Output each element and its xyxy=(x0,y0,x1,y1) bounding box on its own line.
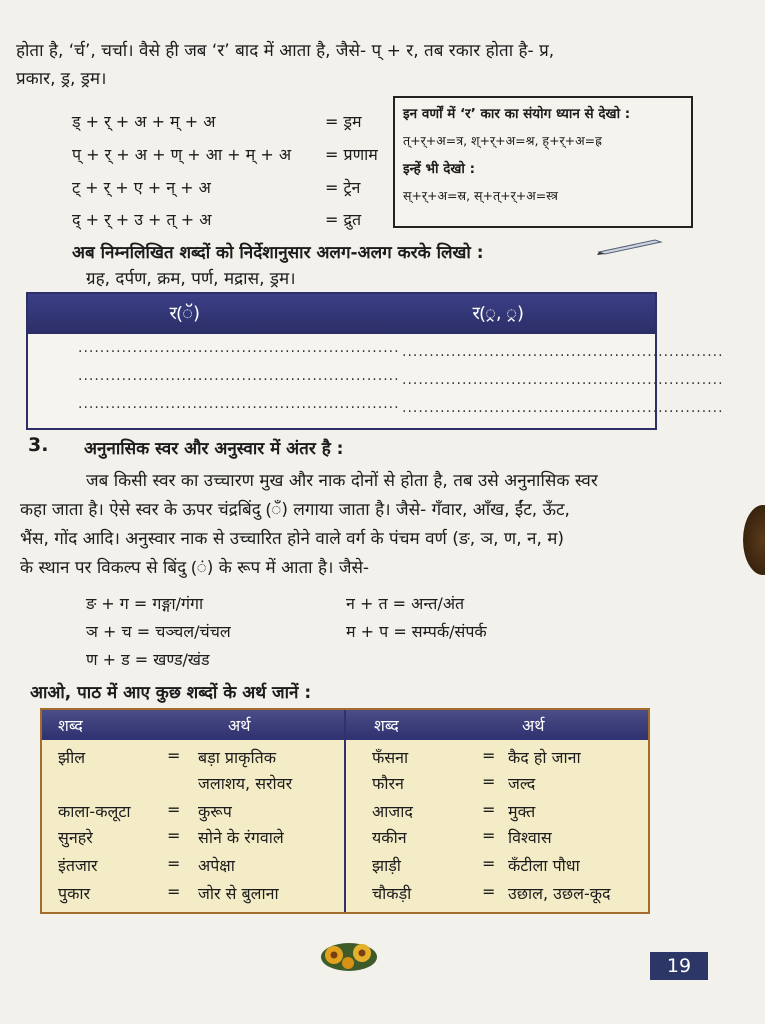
glossary-divider xyxy=(344,710,346,912)
glossary-meaning: कुरूप xyxy=(198,802,232,821)
glossary-meaning: जल्द xyxy=(508,774,536,793)
glossary-meaning: मुक्त xyxy=(508,802,536,821)
equation-result: = द्रुत xyxy=(325,210,362,229)
glossary-eq: = xyxy=(482,800,496,819)
glossary-word: फँसना xyxy=(372,748,409,767)
glossary-eq: = xyxy=(482,746,496,765)
glossary-meaning: जलाशय, सरोवर xyxy=(198,774,293,793)
glossary-meaning: कँटीला पौधा xyxy=(508,856,580,875)
section-paragraph-line: के स्थान पर विकल्प से बिंदु (ं) के रूप में आता है। जैसे- xyxy=(20,558,370,578)
glossary-heading: आओ, पाठ में आए कुछ शब्दों के अर्थ जानें : xyxy=(30,683,312,703)
example-item: म + प = सम्पर्क/संपर्क xyxy=(346,622,487,641)
glossary-eq: = xyxy=(167,882,181,901)
answer-blank[interactable]: ........................................................... xyxy=(402,400,724,416)
pen-icon xyxy=(597,236,663,256)
tip-subtitle: इन्हें भी देखो : xyxy=(403,161,476,177)
glossary-eq: = xyxy=(482,854,496,873)
section-paragraph-line: भैंस, गोंद आदि। अनुस्वार नाक से उच्चारित होने वाले वर्ग के पंचम वर्ण (ङ, ञ, ण, न, म) xyxy=(20,529,565,549)
glossary-eq: = xyxy=(167,854,181,873)
equation-result: = प्रणाम xyxy=(325,145,378,164)
exercise-instruction: अब निम्नलिखित शब्दों को निर्देशानुसार अलग-अलग करके लिखो : xyxy=(72,243,484,263)
flower-icon xyxy=(318,935,380,975)
glossary-eq: = xyxy=(167,826,181,845)
equation-expr: प् + र् + अ + ण् + आ + म् + अ xyxy=(72,145,292,164)
answer-table xyxy=(26,292,724,430)
glossary-table xyxy=(40,708,650,914)
tip-title: इन वर्णों में ‘र’ कार का संयोग ध्यान से देखो : xyxy=(403,106,631,122)
tip-formula-1: त्+र्+अ=त्र, श्+र्+अ=श्र, ह्+र्+अ=ह्र xyxy=(403,133,602,148)
equation-expr: ट् + र् + ए + न् + अ xyxy=(72,178,211,197)
equation-expr: ड् + र् + अ + म् + अ xyxy=(72,112,216,131)
intro-line-2: प्रकार, ड्र, ड्रम। xyxy=(16,69,107,89)
glossary-word: यकीन xyxy=(372,828,407,847)
answer-blank[interactable]: ........................................................... xyxy=(402,344,724,360)
glossary-head-meaning: अर्थ xyxy=(228,716,251,735)
tip-box xyxy=(393,96,693,228)
glossary-word: काला-कलूटा xyxy=(58,802,131,821)
answer-blank[interactable]: ........................................................... xyxy=(78,396,400,412)
tip-formula-2: स्+र्+अ=स्र, स्+त्+र्+अ=स्त्र xyxy=(403,188,558,203)
glossary-head-meaning: अर्थ xyxy=(522,716,545,735)
glossary-eq: = xyxy=(482,826,496,845)
glossary-meaning: अपेक्षा xyxy=(198,856,235,875)
example-item: न + त = अन्त/अंत xyxy=(346,594,465,613)
answer-blank[interactable]: ........................................................... xyxy=(402,372,724,388)
glossary-word: इंतजार xyxy=(58,856,98,875)
example-item: ञ + च = चञ्चल/चंचल xyxy=(86,622,231,641)
answer-blank[interactable]: ........................................................... xyxy=(78,340,400,356)
glossary-eq: = xyxy=(482,882,496,901)
page-number: 19 xyxy=(650,952,708,980)
example-item: ङ + ग = गङ्गा/गंगा xyxy=(86,594,204,613)
glossary-meaning: बड़ा प्राकृतिक xyxy=(198,748,277,767)
glossary-eq: = xyxy=(482,772,496,791)
glossary-meaning: विश्वास xyxy=(508,828,552,847)
section-paragraph-line: कहा जाता है। ऐसे स्वर के ऊपर चंद्रबिंदु (ँ) लगाया जाता है। जैसे- गँवार, आँख, ईंट, ऊँट, xyxy=(20,500,570,520)
glossary-word: सुनहरे xyxy=(58,828,93,847)
glossary-meaning: सोने के रंगवाले xyxy=(198,828,284,847)
glossary-meaning: जोर से बुलाना xyxy=(198,884,279,903)
glossary-head-word: शब्द xyxy=(374,716,399,735)
exercise-words: ग्रह, दर्पण, क्रम, पर्ण, मद्रास, ड्रम। xyxy=(86,269,296,289)
equation-result: = ट्रेन xyxy=(325,178,361,197)
equation-result: = ड्रम xyxy=(325,112,362,131)
binding-shadow xyxy=(743,505,765,575)
section-paragraph-line: जब किसी स्वर का उच्चारण मुख और नाक दोनों से होता है, तब उसे अनुनासिक स्वर xyxy=(86,471,598,491)
glossary-meaning: उछाल, उछल-कूद xyxy=(508,884,611,903)
section-heading: अनुनासिक स्वर और अनुस्वार में अंतर है : xyxy=(84,439,344,459)
equation-expr: द् + र् + उ + त् + अ xyxy=(72,210,212,229)
answer-table-header xyxy=(28,294,655,334)
answer-col-1-header: र(ॅ) xyxy=(169,303,200,324)
glossary-head-word: शब्द xyxy=(58,716,83,735)
glossary-word: फौरन xyxy=(372,774,404,793)
glossary-eq: = xyxy=(167,800,181,819)
answer-blank[interactable]: ........................................................... xyxy=(78,368,400,384)
answer-col-2-header: र(्र, ्र) xyxy=(472,303,525,324)
glossary-word: आजाद xyxy=(372,802,413,821)
glossary-word: चौकड़ी xyxy=(372,884,412,903)
glossary-word: पुकार xyxy=(58,884,91,903)
section-number: 3. xyxy=(28,434,49,456)
glossary-word: झील xyxy=(58,748,86,767)
glossary-eq: = xyxy=(167,746,181,765)
glossary-meaning: कैद हो जाना xyxy=(508,748,581,767)
glossary-word: झाड़ी xyxy=(372,856,401,875)
example-item: ण + ड = खण्ड/खंड xyxy=(86,650,210,669)
intro-line-1: होता है, ‘र्च’, चर्चा। वैसे ही जब ‘र’ बाद में आता है, जैसे- प् + र, तब रकार होता है- प्र, xyxy=(16,41,555,61)
